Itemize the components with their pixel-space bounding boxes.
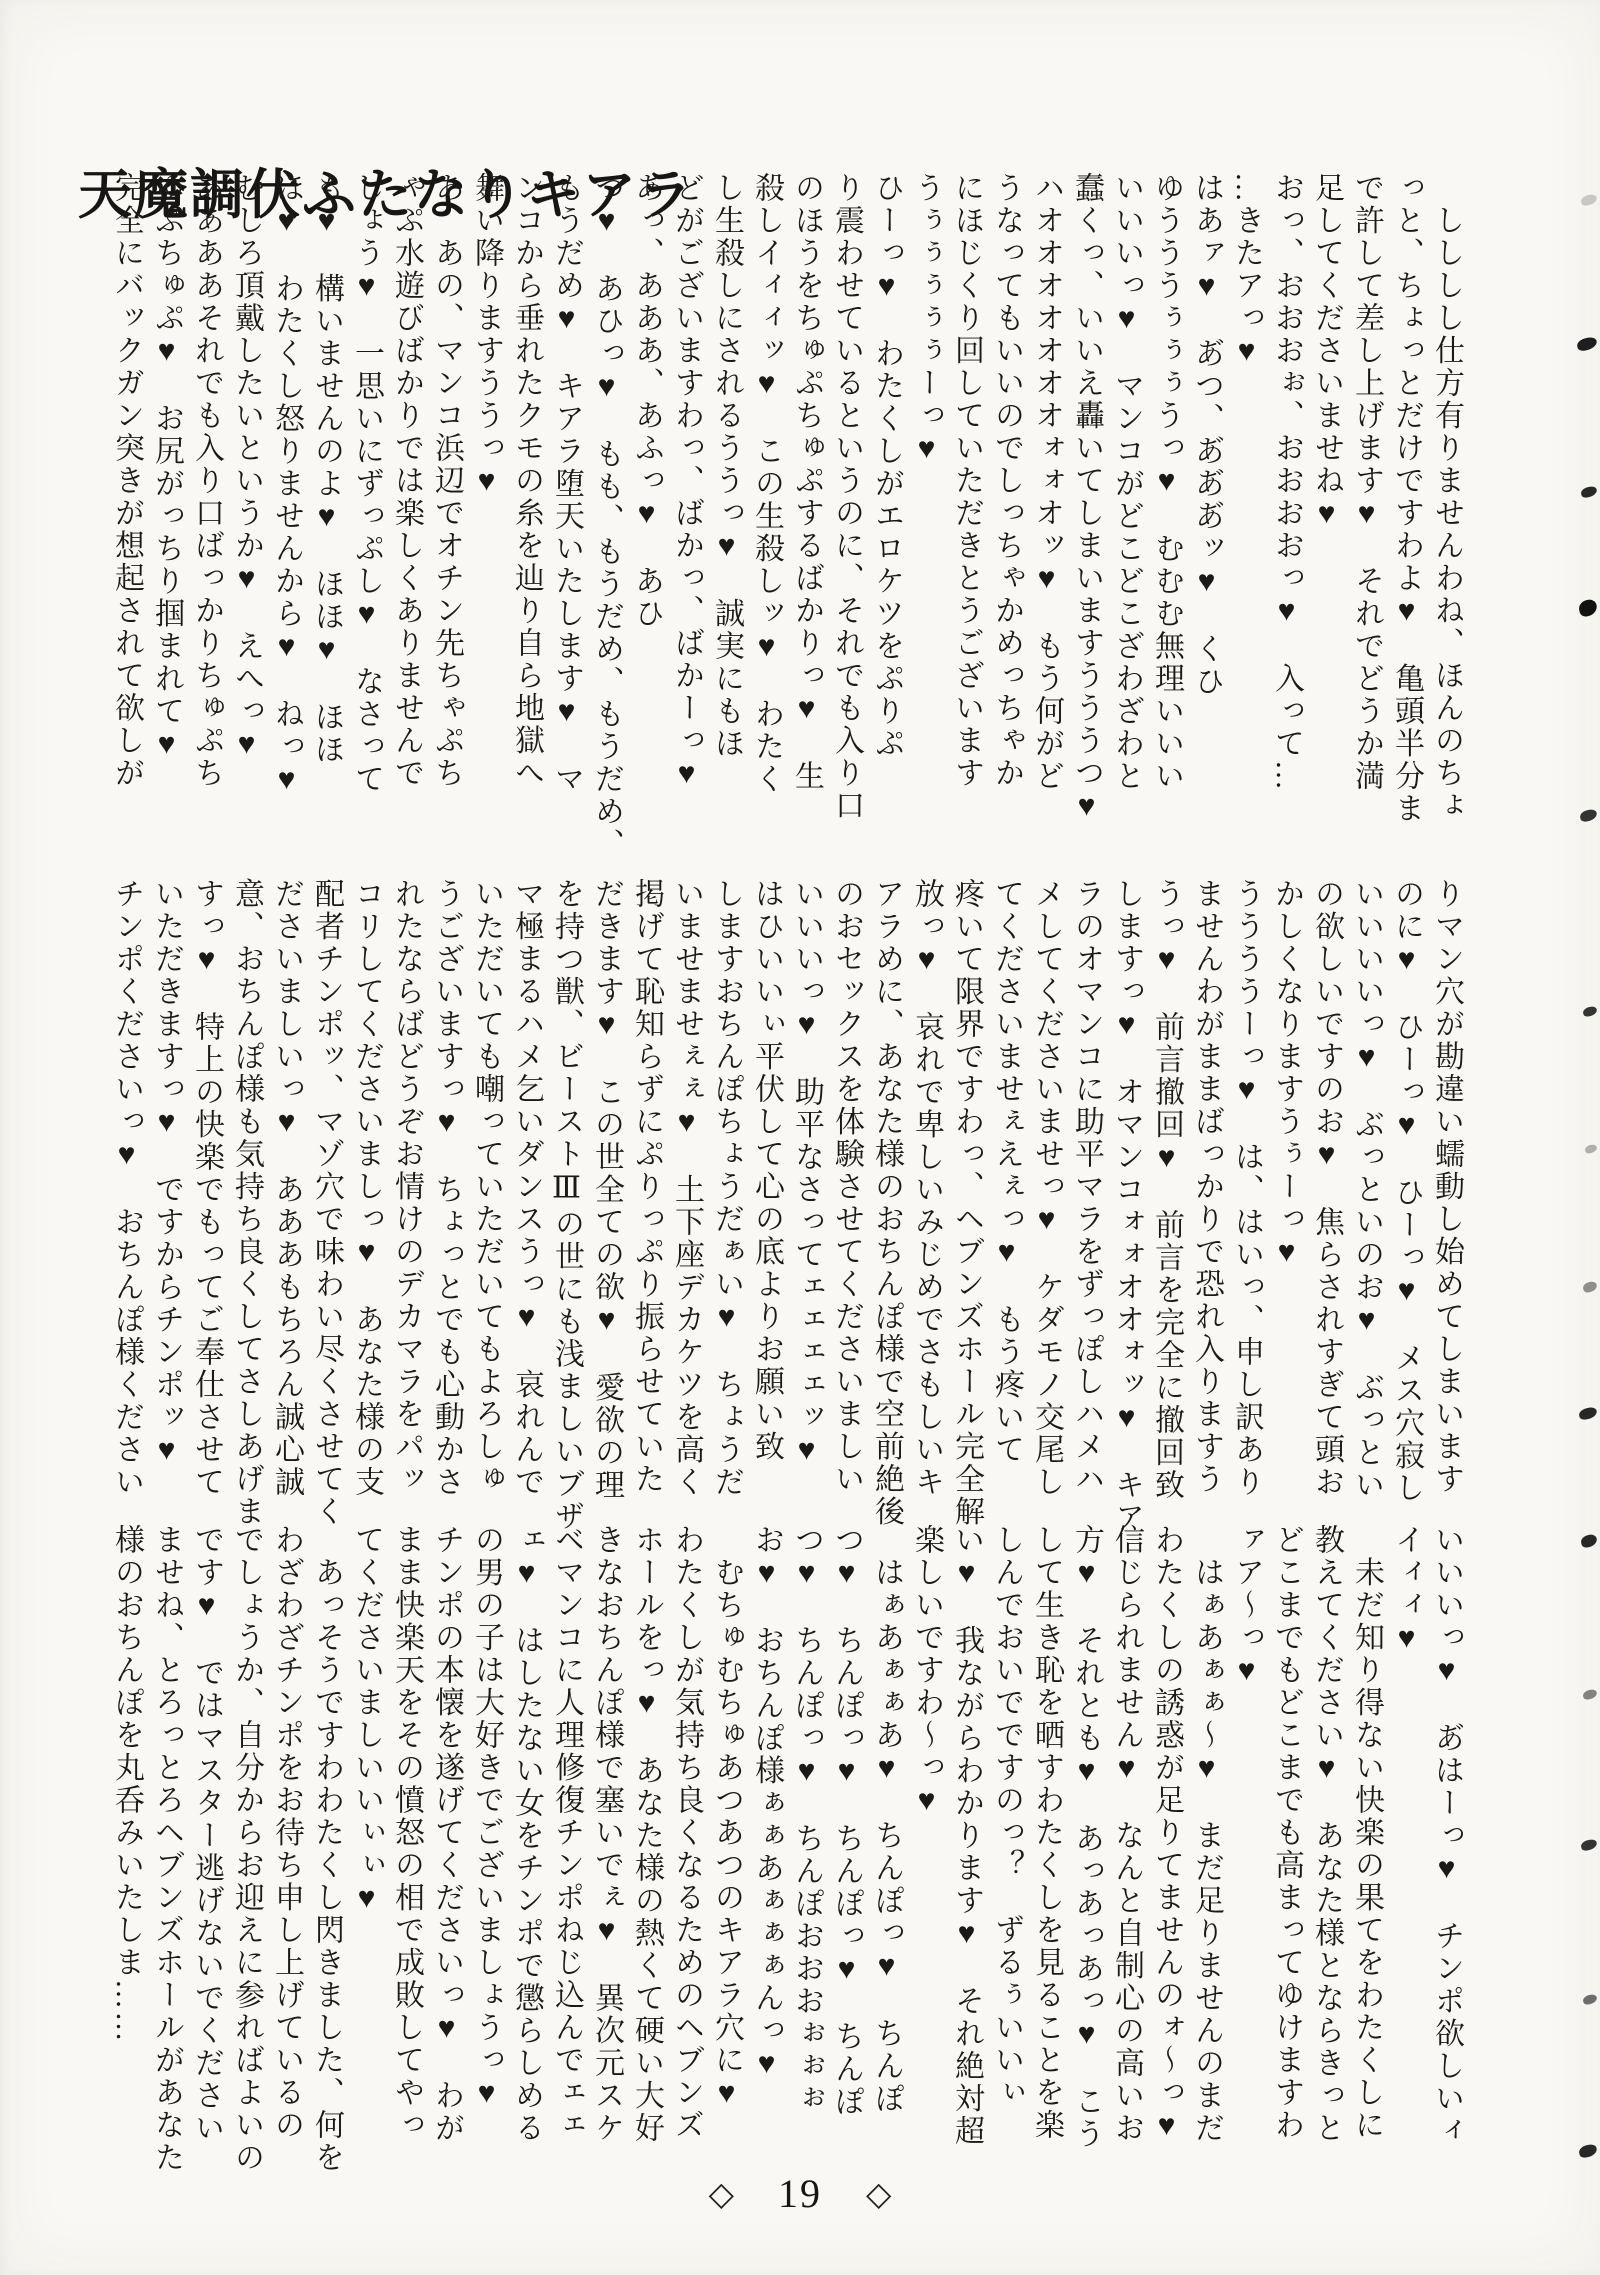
text-column: 楽しいですわ〜っ♥ [910, 1524, 943, 1820]
text-column: ゆうううぅぅぅうっ♥ むむむ無理いいい [1150, 172, 1183, 793]
text-column: り震わせているというのに、それでも入り口 [830, 172, 863, 822]
text-column: ひーっ♥ わたくしがエロケツをぷりぷ [870, 172, 903, 760]
text-column: 配者チンポッ、マゾ穴で味わい尽くさせてく [310, 878, 343, 1528]
text-column: てくださいましいいぃぃ♥ [350, 1524, 383, 1917]
text-column: 完全にバックガン突きが想起されて欲しが [110, 172, 143, 790]
page-footer [0, 2170, 1600, 2217]
text-column: わたくしが気持ち良くなるためのヘブンズ [670, 1524, 703, 2142]
text-column: 教えてください♥ あなた様とならきっと [1310, 1524, 1343, 2145]
text-column: でしょうか、自分からお迎えに参ればよいの [230, 1524, 263, 2174]
text-column: はぁあぁぁ〜♥ まだ足りませんのまだ [1190, 1524, 1223, 2145]
text-column: ホールをっ♥ あなた様の熱くて硬い大好 [630, 1524, 663, 2145]
text-column: だきます♥ この世全ての欲♥ 愛欲の理 [590, 878, 623, 1502]
binding-hole-mark [1580, 1838, 1598, 1851]
page-title: 天魔調伏ふたなりキアラ [78, 165, 694, 226]
text-column: ェ♥ はしたない女をチンポで懲らしめる [510, 1524, 543, 2145]
text-column: はぁあぁぁあ♥ ちんぽっ♥ ちんぽ [870, 1524, 903, 2115]
text-column: どこまでもどこまでも高まってゆけますわ [1270, 1524, 1303, 2142]
binding-hole-mark [1578, 2143, 1598, 2158]
text-column: すっ♥ 特上の快楽でもってご奉仕させて [190, 878, 223, 1499]
text-column: マ極まるハメ乞いダンスうっ♥ 哀れんで [510, 878, 543, 1499]
text-column: 信じられません♥ なんと自制心の高いお [1110, 1524, 1143, 2145]
text-column: れたならばどうぞお情けのデカマラをパッ [390, 878, 423, 1496]
text-column: しますっ♥ オマンコォォオオォッ♥ キア [1110, 878, 1143, 1534]
text-column: ァア〜っ♥ [1230, 1524, 1263, 1690]
text-column: です♥ ではマスター逃げないでください [190, 1524, 223, 2145]
binding-hole-mark [1580, 1533, 1598, 1548]
text-column: はあァ♥ あ゙つ、あ゙あ゙あ゙ッ♥ くひ [1190, 172, 1223, 698]
binding-hole-mark [1584, 1144, 1597, 1154]
text-column: ませね、とろっとろヘブンズホールがあなた [150, 1524, 183, 2174]
binding-hole-mark [1578, 598, 1599, 617]
text-column: で許して差し上げます♥ それでどうか満 [1350, 172, 1383, 793]
text-column: うなってもいいのでしっちゃかめっちゃか [990, 172, 1023, 790]
text-block-1 [106, 172, 1466, 861]
text-column: てくださいませぇえぇっ♥ もう疼いて [990, 878, 1023, 1466]
text-column: アラめに、あなた様のおちんぽ様で空前絶後 [870, 878, 903, 1528]
binding-hole-mark [1578, 1406, 1598, 1421]
text-block-2 [106, 878, 1466, 1534]
text-column: いいいっ♥ マンコがどこどこざわざわと [1110, 172, 1143, 793]
text-column: つ♥ ちんぽっ♥ ちんぽっ♥ ちんぽ [830, 1524, 863, 2118]
text-column: メしてくださいませっ♥ ケダモノ交尾し [1030, 878, 1063, 1499]
text-column: しょう♥ 一思いにずっぷし♥ なさって [350, 172, 383, 796]
text-column: を持つ獣、ビーストⅢの世にも浅ましいブザ [550, 878, 583, 1533]
text-column: のほうをちゅぷちゅぷするばかりっ♥ 生 [790, 172, 823, 793]
text-column: い♥ 我ながらわかります♥ それ絶対超 [950, 1524, 983, 2148]
text-column: いいいっ♥ あ゙はーっ♥ チンポ欲しいィ [1430, 1524, 1463, 2148]
text-column: 疼いて限界ですわっ、ヘブンズホール完全解 [950, 878, 983, 1528]
footer-left-diamond-icon: ◇ [708, 2176, 734, 2213]
text-column: きなおちんぽ様で塞いでぇ♥ 異次元スケ [590, 1524, 623, 2145]
text-column: チンポくださいっ♥ おちんぽ様ください [110, 878, 143, 1499]
text-column: 足してくださいませね♥ [1310, 172, 1343, 533]
text-column: ああああそれでも入り口ばっかりちゅぷち [190, 172, 223, 790]
text-column: おっ、おおおぉ、おおおおっ♥ 入って… [1270, 172, 1303, 793]
text-column: 様のおちんぽを丸呑みいたしま…… [110, 1524, 143, 2044]
text-column: 蠢くっ、いいえ轟いてしまいますうううつ♥ [1070, 172, 1103, 825]
text-column: ませんわがままばっかりで恐れ入りますう [1190, 878, 1223, 1496]
text-column: 方♥ それとも♥ あっあっあっ♥ こう [1070, 1524, 1103, 2151]
text-column: の男の子は大好きでございましょうっ♥ [470, 1524, 503, 2112]
text-column: わたくしの誘惑が足りてませんのォ〜っ♥ [1150, 1524, 1183, 2145]
text-column: のに♥ ひーっ♥ ひーっ♥ メス穴寂し [1390, 878, 1423, 1505]
text-column: ゆぷちゅぷ♥ お尻がっちり掴まれて♥ [150, 172, 183, 763]
text-column: むちゅむちゅあつあつのキアラ穴に♥ [710, 1524, 743, 2112]
text-column: いいいいっ♥ ぶっといのお♥ ぶっとい [1350, 878, 1383, 1502]
binding-hole-mark [1576, 336, 1598, 352]
binding-hole-mark [1582, 1689, 1598, 1701]
text-column: うっ♥ 前言撤回♥ 前言を完全に撤回致 [1150, 878, 1183, 1502]
page-number: 19 [778, 2171, 822, 2216]
binding-hole-mark [1582, 1281, 1598, 1294]
text-column: どがございますわっ、ばかっ、ばかーっ♥ [670, 172, 703, 793]
text-column: いただきますっ♥ ですからチンポッ♥ [150, 878, 183, 1469]
text-column: して生き恥を晒すわたくしを見ることを楽 [1030, 1524, 1063, 2142]
footer-right-diamond-icon: ◇ [866, 2176, 892, 2213]
binding-hole-mark [1579, 808, 1598, 822]
text-column: のおセックスを体験させてくださいましい [830, 878, 863, 1496]
text-column: ううううーっ♥ は、はいっ、申し訳あり [1230, 878, 1263, 1499]
text-column: ゃぷ水遊びばかりでは楽しくありませんで [390, 172, 423, 790]
text-column: あ、あの、マンコ浜辺でオチン先ちゃぷち [430, 172, 463, 790]
text-column: っと、ちょっとだけですわよ♥ 亀頭半分ま [1390, 172, 1423, 825]
text-column: ださいましいっ♥ あああもちろん誠心誠 [270, 878, 303, 1499]
text-column: の欲しいですのお♥ 焦らされすぎて頭お [1310, 878, 1343, 1499]
text-column: つ♥ あひっ♥ もも、もうだめ、もうだめ、 [590, 172, 623, 861]
text-column: コリしてくださいましっ♥ あなた様の支 [350, 878, 383, 1499]
text-column: むしろ頂戴したいというか♥ えへっ♥ [230, 172, 263, 763]
text-column: あっそうですわわたくし閃きました、何を [310, 1524, 343, 2174]
text-column: しますおちんぽちょうだぁい♥ ちょうだ [710, 878, 743, 1499]
text-block-3 [106, 1524, 1466, 2174]
text-column: いただいても嘲っていただいてもよろしゅ [470, 878, 503, 1496]
text-column: 舞い降りますううっ♥ [470, 172, 503, 500]
text-column: あっ、あああ、あふっ♥ あひ [630, 172, 663, 630]
text-column: りマン穴が勘違い蠕動し始めてしまいます [1430, 878, 1463, 1496]
text-column: 放っ♥ 哀れで卑しいみじめでさもしいキ [910, 878, 943, 1499]
text-column: いいいっ♥ 助平なさってェェェェッ♥ [790, 878, 823, 1469]
text-column: うぅぅぅぅぅーっ♥ [910, 172, 943, 468]
text-column: ンコから垂れたクモの糸を辿り自ら地獄へ [510, 172, 543, 790]
text-column: つ♥ ちんぽっ♥ ちんぽおおおぉぉぉ [790, 1524, 823, 2115]
text-column: かしくなりますうぅーっ♥ [1270, 878, 1303, 1271]
text-column: お♥ おちんぽ様ぁぁあぁぁぁんっ♥ [750, 1524, 783, 2083]
text-column: 殺しイィィッ♥ この生殺しッ♥ わたく [750, 172, 783, 796]
text-column: はひいいぃ平伏して心の底よりお願い致 [750, 878, 783, 1463]
binding-hole-mark [1580, 193, 1598, 206]
text-column: し生殺しにされるううっ♥ 誠実にもほ [710, 172, 743, 760]
binding-holes [1570, 0, 1600, 2275]
binding-hole-mark [1582, 1994, 1598, 2006]
text-column: 意、おちんぽ様も気持ち良くしてさしあげま [230, 878, 263, 1528]
text-column: ベマンコに人理修復チンポねじ込んでェェ [550, 1524, 583, 2142]
text-column: チンポの本懐を遂げてくださいっ♥ わが [430, 1524, 463, 2145]
text-column: いませませぇぇ♥ 土下座デカケツを高く [670, 878, 703, 1499]
text-column: イィィ♥ [1390, 1524, 1423, 1657]
binding-hole-mark [1580, 485, 1598, 498]
text-column: …きたアっ♥ [1230, 172, 1263, 370]
text-column: ハオオオオオオオォォオッ♥ もう何がど [1030, 172, 1063, 793]
text-column: ラのオマンコに助平マラをずっぽしハメハ [1070, 878, 1103, 1496]
text-column: ほ♥ わたくし怒りませんから♥ ねっ♥ [270, 172, 303, 799]
text-column: も♥ 構いませんのよ♥ ほほ♥ ほほ [310, 172, 343, 766]
text-column: もうだめ♥ キアラ堕天いたします♥ マ [550, 172, 583, 796]
binding-hole-mark [1582, 1006, 1598, 1018]
text-column: にほじくり回していただきとうございます [950, 172, 983, 790]
text-column: まま快楽天をその憤怒の相で成敗してやっ [390, 1524, 423, 2142]
text-column: 未だ知り得ない快楽の果てをわたくしに [1350, 1524, 1383, 2142]
text-column: わざわざチンポをお待ち申し上げているの [270, 1524, 303, 2142]
text-column: しししし仕方有りませんわね、ほんのちょ [1430, 172, 1463, 822]
text-column: 掲げて恥知らずにぷりっぷり振らせていた [630, 878, 663, 1496]
text-column: しんでおいでですのっ？ ずるぅいいぃ [990, 1524, 1023, 2109]
text-column: うございますっ♥ ちょっとでも心動かさ [430, 878, 463, 1499]
